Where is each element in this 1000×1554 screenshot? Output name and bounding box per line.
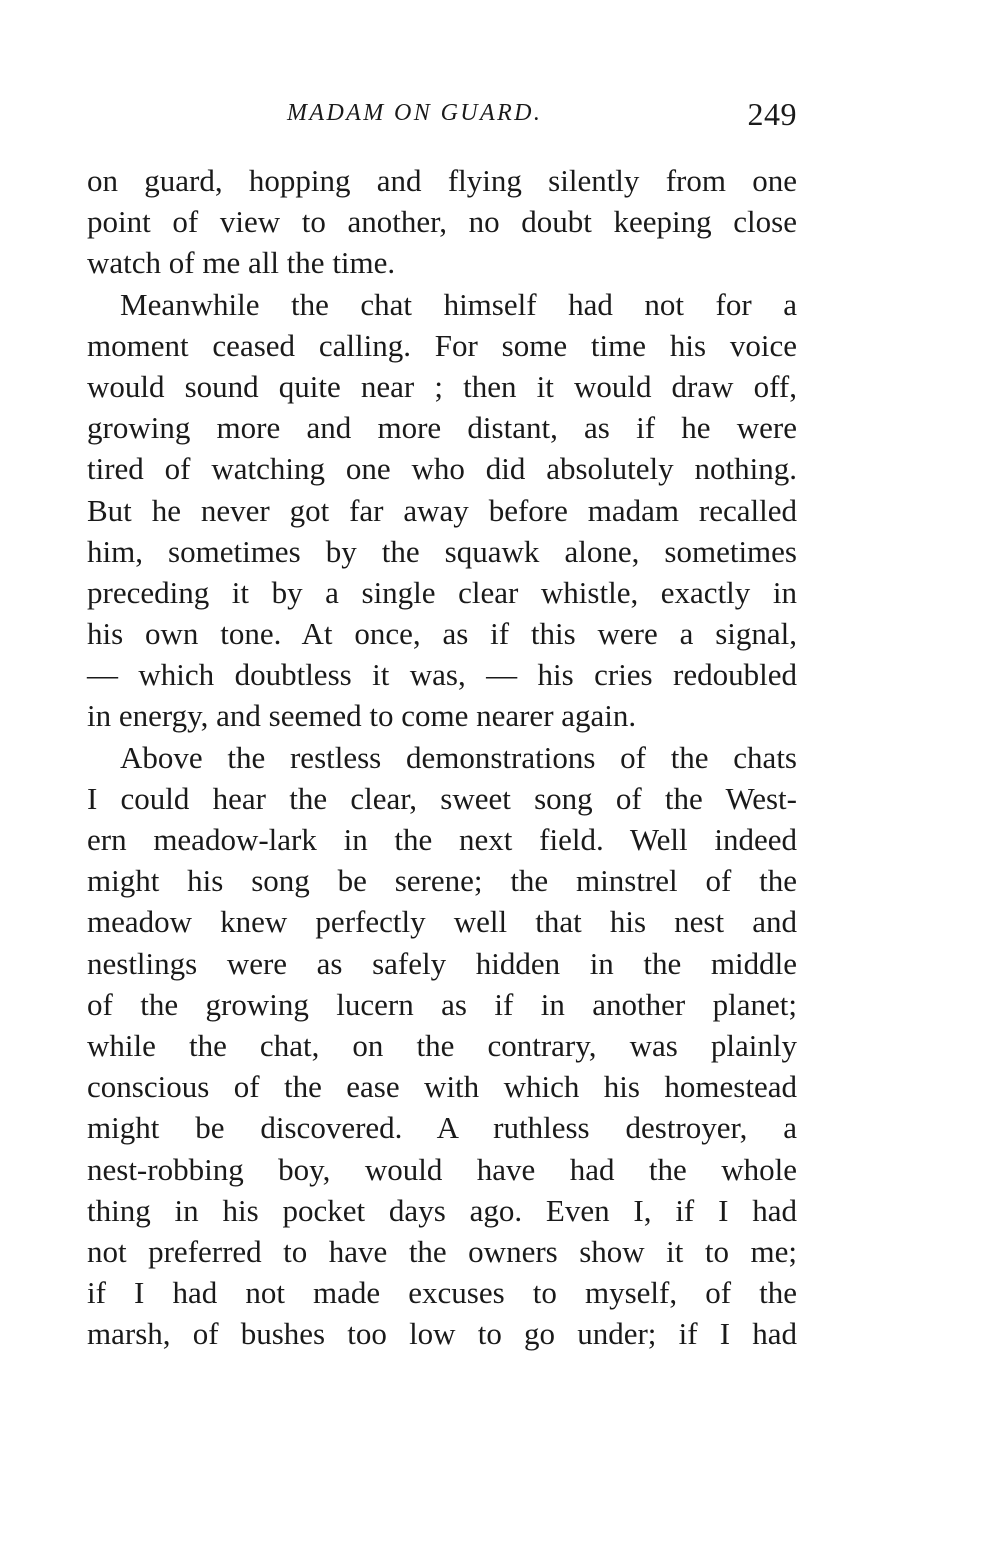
text-line: preceding it by a single clear whistle, exactly in — [87, 574, 797, 610]
text-line: in energy, and seemed to come nearer again. — [87, 698, 637, 734]
text-line: might his song be serene; the minstrel of the — [87, 863, 797, 899]
text-line: I could hear the clear, sweet song of the West- — [87, 780, 797, 816]
text-line: if I had not made excuses to myself, of the — [87, 1275, 797, 1311]
text-line: his own tone. At once, as if this were a signal, — [87, 616, 797, 652]
text-line: Above the restless demonstrations of the chats — [120, 739, 797, 775]
text-line: him, sometimes by the squawk alone, sometimes — [87, 533, 797, 569]
text-line: — which doubtless it was, — his cries redoubled — [87, 657, 797, 693]
body-text — [87, 160, 797, 1354]
text-line: Meanwhile the chat himself had not for a — [120, 286, 797, 322]
page-number: 249 — [747, 96, 797, 132]
text-line: not preferred to have the owners show it to me; — [87, 1233, 797, 1269]
text-line: meadow knew perfectly well that his nest and — [87, 904, 797, 940]
running-head — [87, 96, 797, 140]
text-line: But he never got far away before madam recalled — [87, 492, 797, 528]
text-line: would sound quite near ; then it would draw off, — [87, 368, 797, 404]
text-line: watch of me all the time. — [87, 245, 396, 281]
text-line: on guard, hopping and flying silently from one — [87, 163, 797, 198]
text-line: nest-robbing boy, would have had the whole — [87, 1151, 797, 1187]
text-line: point of view to another, no doubt keeping close — [87, 204, 797, 240]
text-line: conscious of the ease with which his homestead — [87, 1069, 797, 1105]
text-line: while the chat, on the contrary, was plainly — [87, 1027, 797, 1063]
text-line: might be discovered. A ruthless destroyer, a — [87, 1110, 797, 1146]
text-line: moment ceased calling. For some time his voice — [87, 327, 797, 363]
running-title: MADAM ON GUARD. — [287, 100, 543, 126]
text-line: of the growing lucern as if in another planet; — [87, 986, 797, 1022]
text-line: ern meadow-lark in the next field. Well indeed — [87, 822, 797, 857]
text-line: growing more and more distant, as if he were — [87, 410, 797, 446]
text-line: marsh, of bushes too low to go under; if I had — [87, 1316, 797, 1352]
text-line: tired of watching one who did absolutely nothing. — [87, 451, 797, 487]
text-line: thing in his pocket days ago. Even I, if I had — [87, 1192, 797, 1228]
text-line: nestlings were as safely hidden in the middle — [87, 945, 797, 981]
